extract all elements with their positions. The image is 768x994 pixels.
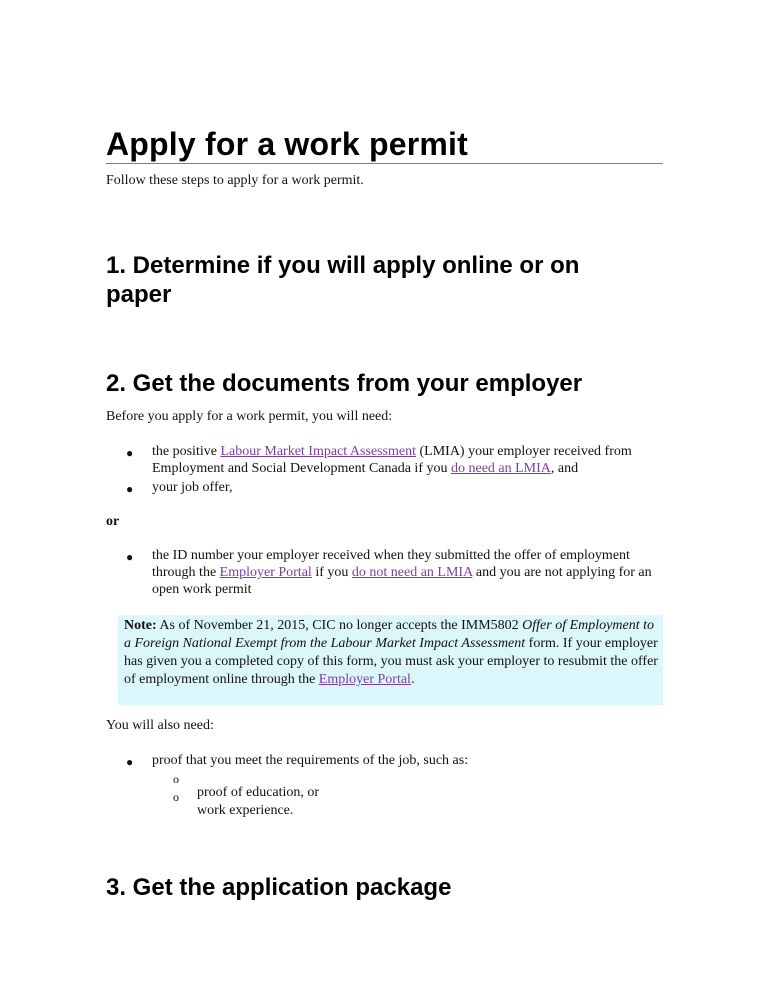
- circle-bullet-icon: o: [173, 790, 179, 804]
- circle-bullet-icon: o: [173, 772, 179, 786]
- list-item-text: , and: [550, 461, 579, 476]
- before-text: Before you apply for a work permit, you will need:: [106, 409, 393, 424]
- sub-list-item: work experience.: [197, 803, 294, 818]
- lmia-link[interactable]: Labour Market Impact Assessment: [220, 444, 416, 459]
- page-title: Apply for a work permit: [106, 126, 468, 162]
- list-item-text: and you are not applying for an open work permit: [152, 565, 652, 597]
- step-3-heading: 3. Get the application package: [106, 874, 452, 901]
- bullet-icon: ●: [126, 755, 134, 769]
- bullet-icon: ●: [126, 482, 134, 496]
- step-2-heading: 2. Get the documents from your employer: [106, 370, 583, 397]
- list-item: your job offer,: [152, 480, 233, 495]
- title-divider: [106, 163, 663, 164]
- list-item-text: the ID number your employer received when they submitted the offer of employment through the: [152, 548, 630, 580]
- do-need-lmia-link[interactable]: do need an LMIA: [450, 461, 551, 476]
- note-employer-portal-link[interactable]: Employer Portal: [318, 672, 411, 687]
- bullet-icon: ●: [126, 550, 134, 564]
- do-not-need-lmia-link[interactable]: do not need an LMIA: [351, 565, 473, 580]
- employer-portal-link[interactable]: Employer Portal: [219, 565, 312, 580]
- intro-text: Follow these steps to apply for a work permit.: [106, 173, 364, 188]
- list-item-text: if you: [311, 565, 352, 580]
- note-text: Note: As of November 21, 2015, CIC no longer accepts the IMM5802 Offer of Employment to a Foreign National Exempt from the Labour Market Impact Assessment form. If your employer has given you a completed copy of this form, you must ask your employer to resubmit the offer of employment online through the Employer Portal.: [124, 618, 658, 687]
- also-need-text: You will also need:: [106, 718, 214, 733]
- step-1-heading: 1. Determine if you will apply online or on paper: [106, 252, 580, 308]
- sub-list-item: proof of education, or: [197, 785, 320, 800]
- list-item-text: the positive: [152, 444, 221, 459]
- list-item: [152, 547, 662, 598]
- list-item: proof that you meet the requirements of the job, such as:: [152, 753, 469, 768]
- list-item-text: (LMIA) your employer received from Employment and Social Development Canada if you: [152, 444, 632, 476]
- bullet-icon: ●: [126, 446, 134, 460]
- note-label: Note:: [124, 618, 157, 633]
- form-title: Offer of Employment to a Foreign National Exempt from the Labour Market Impact Assessment: [124, 618, 654, 651]
- list-item: [152, 443, 662, 477]
- or-label: or: [106, 514, 120, 529]
